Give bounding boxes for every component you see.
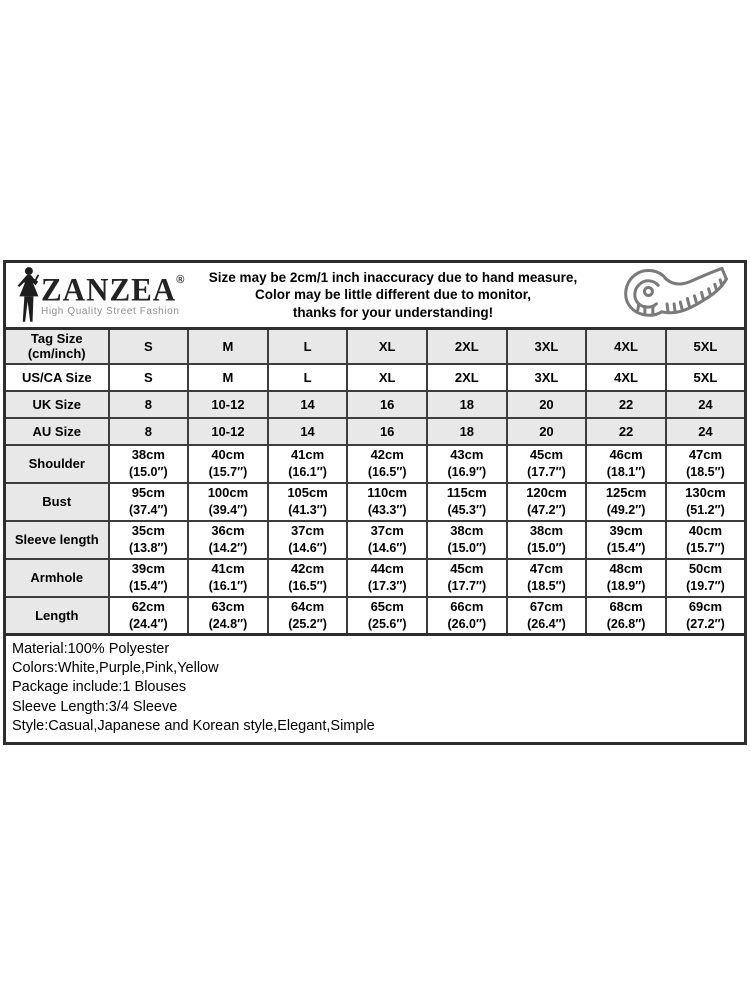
- product-info-box: [3, 633, 747, 745]
- inch-value: (27.2″): [686, 616, 725, 631]
- cm-value: 120cm: [526, 485, 567, 500]
- measure-cell: [109, 445, 189, 483]
- cm-value: 37cm: [290, 523, 325, 538]
- measure-cell: [347, 483, 427, 521]
- measure-cell: [507, 521, 587, 559]
- size-value-cell: 14: [268, 391, 348, 418]
- brand-tagline: High Quality Street Fashion: [41, 305, 180, 317]
- size-value-cell: 3XL: [507, 364, 587, 391]
- size-value-cell: 4XL: [586, 364, 666, 391]
- measure-cell: [188, 483, 268, 521]
- size-value-cell: 5XL: [666, 364, 746, 391]
- measure-cell: [427, 483, 507, 521]
- cm-value: 42cm: [370, 447, 404, 462]
- measure-row: [5, 483, 746, 521]
- size-row: [5, 364, 746, 391]
- inch-value: (26.8″): [606, 616, 646, 631]
- cm-value: 45cm: [450, 561, 484, 576]
- inch-value: (16.1″): [208, 579, 248, 593]
- cm-value: 110cm: [367, 485, 408, 500]
- measure-cell: [188, 445, 268, 483]
- cm-value: 48cm: [609, 561, 643, 576]
- size-table: [3, 327, 747, 636]
- cm-value: 125cm: [605, 485, 647, 500]
- cm-value: 43cm: [450, 447, 484, 462]
- size-value-cell: XL: [347, 364, 427, 391]
- measure-cell: [586, 445, 666, 483]
- measure-label: Sleeve length: [5, 521, 109, 559]
- measure-cell: [507, 597, 587, 635]
- info-line: Style:Casual,Japanese and Korean style,Elegant,Simple: [12, 717, 375, 734]
- measure-cell: [188, 521, 268, 559]
- size-value-cell: 10-12: [188, 418, 268, 445]
- cm-value: 95cm: [131, 485, 165, 500]
- size-header-cell: L: [268, 329, 348, 364]
- size-value-cell: S: [109, 364, 189, 391]
- inch-value: (26.4″): [527, 616, 566, 631]
- cm-value: 39cm: [609, 523, 643, 538]
- measure-cell: [347, 597, 427, 635]
- size-header-cell: M: [188, 329, 268, 364]
- inch-value: (14.2″): [208, 541, 248, 555]
- inch-value: (37.4″): [128, 503, 168, 517]
- size-value-cell: 16: [347, 391, 427, 418]
- cm-value: 42cm: [290, 561, 325, 576]
- notice-line: thanks for your understanding!: [292, 304, 494, 320]
- tag-size-label: Tag Size: [30, 331, 83, 347]
- inch-value: (15.0″): [447, 541, 487, 555]
- cm-value: 47cm: [688, 447, 723, 462]
- measure-cell: [109, 597, 189, 635]
- size-header-cell: 2XL: [427, 329, 507, 364]
- measure-cell: [427, 445, 507, 483]
- cm-value: 45cm: [529, 447, 564, 462]
- inch-value: (15.0″): [128, 465, 168, 479]
- inch-value: (15.4″): [606, 541, 646, 555]
- measure-cell: [586, 521, 666, 559]
- cm-value: 35cm: [131, 523, 165, 538]
- inch-value: (18.1″): [606, 465, 646, 479]
- inch-value: (43.3″): [367, 503, 407, 517]
- inch-value: (24.4″): [128, 616, 168, 631]
- row-label: UK Size: [5, 391, 109, 418]
- measure-cell: [109, 559, 189, 597]
- inch-value: (15.7″): [686, 541, 725, 555]
- info-line: Package include:1 Blouses: [12, 679, 187, 696]
- measure-cell: [109, 521, 189, 559]
- inch-value: (16.9″): [447, 465, 487, 479]
- cm-value: 67cm: [529, 598, 564, 614]
- measure-cell: [188, 597, 268, 635]
- size-value-cell: 24: [666, 418, 746, 445]
- size-value-cell: 2XL: [427, 364, 507, 391]
- measure-label: Shoulder: [5, 445, 109, 483]
- size-value-cell: 16: [347, 418, 427, 445]
- cm-value: 39cm: [131, 561, 165, 576]
- inch-value: (26.0″): [447, 616, 487, 631]
- inch-value: (47.2″): [527, 503, 566, 517]
- measure-row: [5, 445, 746, 483]
- notice-text: [184, 269, 606, 322]
- inch-value: (39.4″): [208, 503, 248, 517]
- inch-value: (18.5″): [686, 465, 725, 479]
- size-header-cell: XL: [347, 329, 427, 364]
- inch-value: (17.7″): [527, 465, 566, 479]
- cm-value: 115cm: [446, 485, 487, 500]
- measure-cell: [507, 445, 587, 483]
- inch-value: (17.7″): [447, 579, 487, 593]
- inch-value: (17.3″): [367, 579, 407, 593]
- measure-cell: [268, 483, 348, 521]
- info-line: Colors:White,Purple,Pink,Yellow: [12, 660, 219, 677]
- inch-value: (18.5″): [527, 579, 566, 593]
- notice-line: Size may be 2cm/1 inch inaccuracy due to hand measure,: [208, 269, 578, 285]
- inch-value: (14.6″): [367, 541, 407, 555]
- size-row: [5, 418, 746, 445]
- registered-trademark: ®: [176, 273, 185, 286]
- inch-value: (16.5″): [288, 579, 327, 593]
- cm-value: 37cm: [370, 523, 404, 538]
- inch-value: (16.1″): [288, 465, 327, 479]
- tag-size-row: [5, 329, 746, 364]
- inch-value: (18.9″): [606, 579, 646, 593]
- inch-value: (15.4″): [128, 579, 168, 593]
- cm-value: 44cm: [370, 561, 404, 576]
- measure-cell: [347, 559, 427, 597]
- row-label: US/CA Size: [5, 364, 109, 391]
- measure-cell: [268, 559, 348, 597]
- info-line: Sleeve Length:3/4 Sleeve: [12, 698, 178, 715]
- inch-value: (15.7″): [208, 465, 248, 479]
- measure-label: Armhole: [5, 559, 109, 597]
- measure-cell: [188, 559, 268, 597]
- size-table-body: [5, 329, 746, 635]
- cm-value: 68cm: [609, 598, 643, 614]
- size-header-cell: 3XL: [507, 329, 587, 364]
- inch-value: (45.3″): [447, 503, 487, 517]
- tag-size-unit: (cm/inch): [27, 346, 86, 362]
- cm-value: 41cm: [211, 561, 245, 576]
- cm-value: 36cm: [211, 523, 245, 538]
- cm-value: 105cm: [287, 485, 328, 500]
- inch-value: (24.8″): [208, 616, 248, 631]
- cm-value: 63cm: [211, 598, 245, 614]
- cm-value: 65cm: [370, 598, 404, 614]
- size-header-cell: 4XL: [586, 329, 666, 364]
- inch-value: (25.6″): [367, 616, 407, 631]
- size-header-cell: 5XL: [666, 329, 746, 364]
- inch-value: (41.3″): [288, 503, 327, 517]
- measure-cell: [666, 521, 746, 559]
- woman-silhouette-icon: [13, 266, 43, 324]
- cm-value: 38cm: [450, 523, 484, 538]
- size-value-cell: 8: [109, 418, 189, 445]
- measure-cell: [586, 597, 666, 635]
- cm-value: 69cm: [688, 598, 723, 614]
- size-value-cell: M: [188, 364, 268, 391]
- size-value-cell: 20: [507, 391, 587, 418]
- measure-cell: [109, 483, 189, 521]
- tape-measure-icon: [606, 264, 744, 326]
- size-value-cell: 20: [507, 418, 587, 445]
- measure-row: [5, 521, 746, 559]
- size-row: [5, 391, 746, 418]
- measure-cell: [268, 521, 348, 559]
- cm-value: 64cm: [290, 598, 325, 614]
- cm-value: 62cm: [131, 598, 165, 614]
- size-chart-sheet: [3, 260, 747, 745]
- measure-cell: [347, 521, 427, 559]
- cm-value: 46cm: [609, 447, 643, 462]
- measure-cell: [586, 559, 666, 597]
- notice-line: Color may be little different due to monitor,: [254, 287, 532, 303]
- size-value-cell: 24: [666, 391, 746, 418]
- row-label: AU Size: [5, 418, 109, 445]
- size-value-cell: 18: [427, 418, 507, 445]
- measure-cell: [666, 483, 746, 521]
- size-value-cell: 22: [586, 418, 666, 445]
- size-value-cell: 14: [268, 418, 348, 445]
- cm-value: 66cm: [450, 598, 484, 614]
- measure-cell: [666, 445, 746, 483]
- cm-value: 47cm: [529, 561, 564, 576]
- inch-value: (16.5″): [367, 465, 407, 479]
- inch-value: (14.6″): [288, 541, 327, 555]
- cm-value: 40cm: [211, 447, 245, 462]
- inch-value: (51.2″): [686, 503, 725, 517]
- size-value-cell: 10-12: [188, 391, 268, 418]
- cm-value: 40cm: [688, 523, 723, 538]
- inch-value: (25.2″): [288, 616, 327, 631]
- measure-label: Length: [5, 597, 109, 635]
- size-value-cell: L: [268, 364, 348, 391]
- measure-cell: [427, 597, 507, 635]
- measure-cell: [666, 559, 746, 597]
- measure-row: [5, 559, 746, 597]
- cm-value: 41cm: [290, 447, 325, 462]
- inch-value: (49.2″): [606, 503, 646, 517]
- measure-cell: [427, 559, 507, 597]
- cm-value: 38cm: [131, 447, 165, 462]
- header-box: [3, 260, 747, 330]
- measure-cell: [507, 483, 587, 521]
- cm-value: 130cm: [685, 485, 726, 500]
- size-value-cell: 22: [586, 391, 666, 418]
- size-value-cell: 8: [109, 391, 189, 418]
- measure-label: Bust: [5, 483, 109, 521]
- measure-row: [5, 597, 746, 635]
- inch-value: (13.8″): [128, 541, 168, 555]
- inch-value: (15.0″): [527, 541, 566, 555]
- tag-size-header-cell: [5, 329, 109, 364]
- inch-value: (19.7″): [686, 579, 725, 593]
- brand-logo: [6, 266, 184, 324]
- brand-name: ZANZEA: [41, 270, 177, 308]
- measure-cell: [347, 445, 427, 483]
- size-header-cell: S: [109, 329, 189, 364]
- cm-value: 50cm: [688, 561, 723, 576]
- info-line: Material:100% Polyester: [12, 641, 170, 657]
- measure-cell: [666, 597, 746, 635]
- measure-cell: [268, 445, 348, 483]
- cm-value: 38cm: [529, 523, 564, 538]
- measure-cell: [507, 559, 587, 597]
- measure-cell: [427, 521, 507, 559]
- cm-value: 100cm: [207, 485, 249, 500]
- measure-cell: [586, 483, 666, 521]
- measure-cell: [268, 597, 348, 635]
- size-value-cell: 18: [427, 391, 507, 418]
